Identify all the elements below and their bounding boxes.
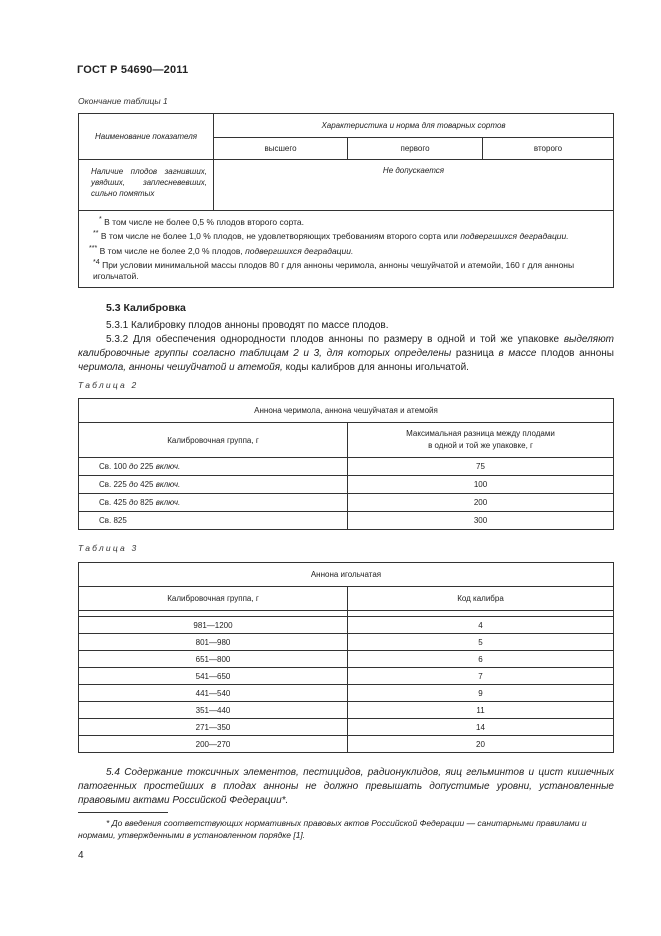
table3-row-range: 541—650: [79, 668, 348, 685]
section-heading: 5.3 Калибровка: [106, 302, 186, 314]
document-header: ГОСТ Р 54690—2011: [77, 64, 189, 76]
table3-row-code: 4: [348, 617, 614, 634]
footnote: * До введения соответствующих нормативных правовых актов Российской Федерации — санитарными правилами и нормами, утвержденными в установленном порядке [1].: [78, 818, 587, 840]
table3-row-code: 14: [348, 719, 614, 736]
table3-row-range: 981—1200: [79, 617, 348, 634]
table3-row-range: 651—800: [79, 651, 348, 668]
table3-col-group: Калибровочная группа, г: [79, 587, 348, 611]
table2-row-value: 100: [348, 476, 614, 494]
table1-row-value: Не допускается: [214, 160, 614, 211]
note-1: * В том числе не более 0,5 % плодов второго сорта.: [99, 215, 305, 227]
table2-row-value: 300: [348, 512, 614, 530]
table3-row-range: 441—540: [79, 685, 348, 702]
para-5-3-2: 5.3.2 Для обеспечения однородности плодов анноны по размеру в одной и той же упаковке выделяют калибровочные группы согласно таблицам 2 и 3, для которых определены разница в массе плодов анноны черимола, анноны чешуйчатой и атемойя, коды калибров для анноны игольчатой.: [78, 334, 614, 373]
para-5-4: 5.4 Содержание токсичных элементов, пестицидов, радионуклидов, яиц гельминтов и цист кишечных патогенных простейших в плодах анноны не должно превышать допустимые уровни, установленные правовыми актами Российской Федерации*.: [78, 767, 614, 806]
table1-grade-highest: высшего: [214, 138, 348, 160]
table1: [78, 113, 614, 288]
table1-col-group: Характеристика и норма для товарных сортов: [214, 114, 614, 138]
table2: [78, 398, 614, 530]
table3-row-code: 6: [348, 651, 614, 668]
table2-col-group: Калибровочная группа, г: [79, 423, 348, 458]
table2-title: Аннона черимола, аннона чешуйчатая и атемойя: [79, 399, 614, 423]
table3-row-code: 7: [348, 668, 614, 685]
note-3: *** В том числе не более 2,0 % плодов, подвергшихся деградации.: [89, 243, 354, 256]
table3-caption: Таблица 3: [78, 543, 139, 553]
table2-row-group: Св. 100 до 225 включ.: [79, 458, 348, 476]
table2-row-group: Св. 425 до 825 включ.: [79, 494, 348, 512]
table3-row-range: 271—350: [79, 719, 348, 736]
table1-caption: Окончание таблицы 1: [78, 96, 168, 106]
para-5-3-1: 5.3.1 Калибровку плодов анноны проводят по массе плодов.: [106, 320, 389, 331]
table1-grade-first: первого: [348, 138, 483, 160]
table2-col-diff: Максимальная разница между плодами в одной и той же упаковке, г: [348, 423, 614, 458]
table3-row-range: 351—440: [79, 702, 348, 719]
table3-row-range: 200—270: [79, 736, 348, 753]
table3-row-code: 5: [348, 634, 614, 651]
table3-row-code: 11: [348, 702, 614, 719]
table3-row-range: 801—980: [79, 634, 348, 651]
table3-row-code: 20: [348, 736, 614, 753]
table1-grade-second: второго: [483, 138, 614, 160]
note-2: ** В том числе не более 1,0 % плодов, не удовлетворяющих требованиям второго сорта или подвергшихся деградации.: [93, 229, 569, 242]
table3-title: Аннона игольчатая: [79, 563, 614, 587]
page-number: 4: [78, 850, 84, 861]
table2-row-group: Св. 825: [79, 512, 348, 530]
table1-notes: [79, 211, 614, 288]
table3: [78, 562, 614, 753]
table1-row-label: Наличие плодов загнивших, увядших, заплесневевших, сильно помятых: [79, 160, 214, 211]
table3-col-code: Код калибра: [348, 587, 614, 611]
footnote-rule: [78, 812, 168, 813]
table1-col-indicator: Наименование показателя: [79, 114, 214, 160]
table2-row-group: Св. 225 до 425 включ.: [79, 476, 348, 494]
table2-caption: Таблица 2: [78, 380, 139, 390]
table2-row-value: 75: [348, 458, 614, 476]
table3-row-code: 9: [348, 685, 614, 702]
note-4: $^{*4}$ При условии минимальной массы плодов 80 г для анноны черимола, анноны чешуйчатой и атемойи, 160 г для анноны игольчатой.: [93, 257, 575, 282]
table2-row-value: 200: [348, 494, 614, 512]
